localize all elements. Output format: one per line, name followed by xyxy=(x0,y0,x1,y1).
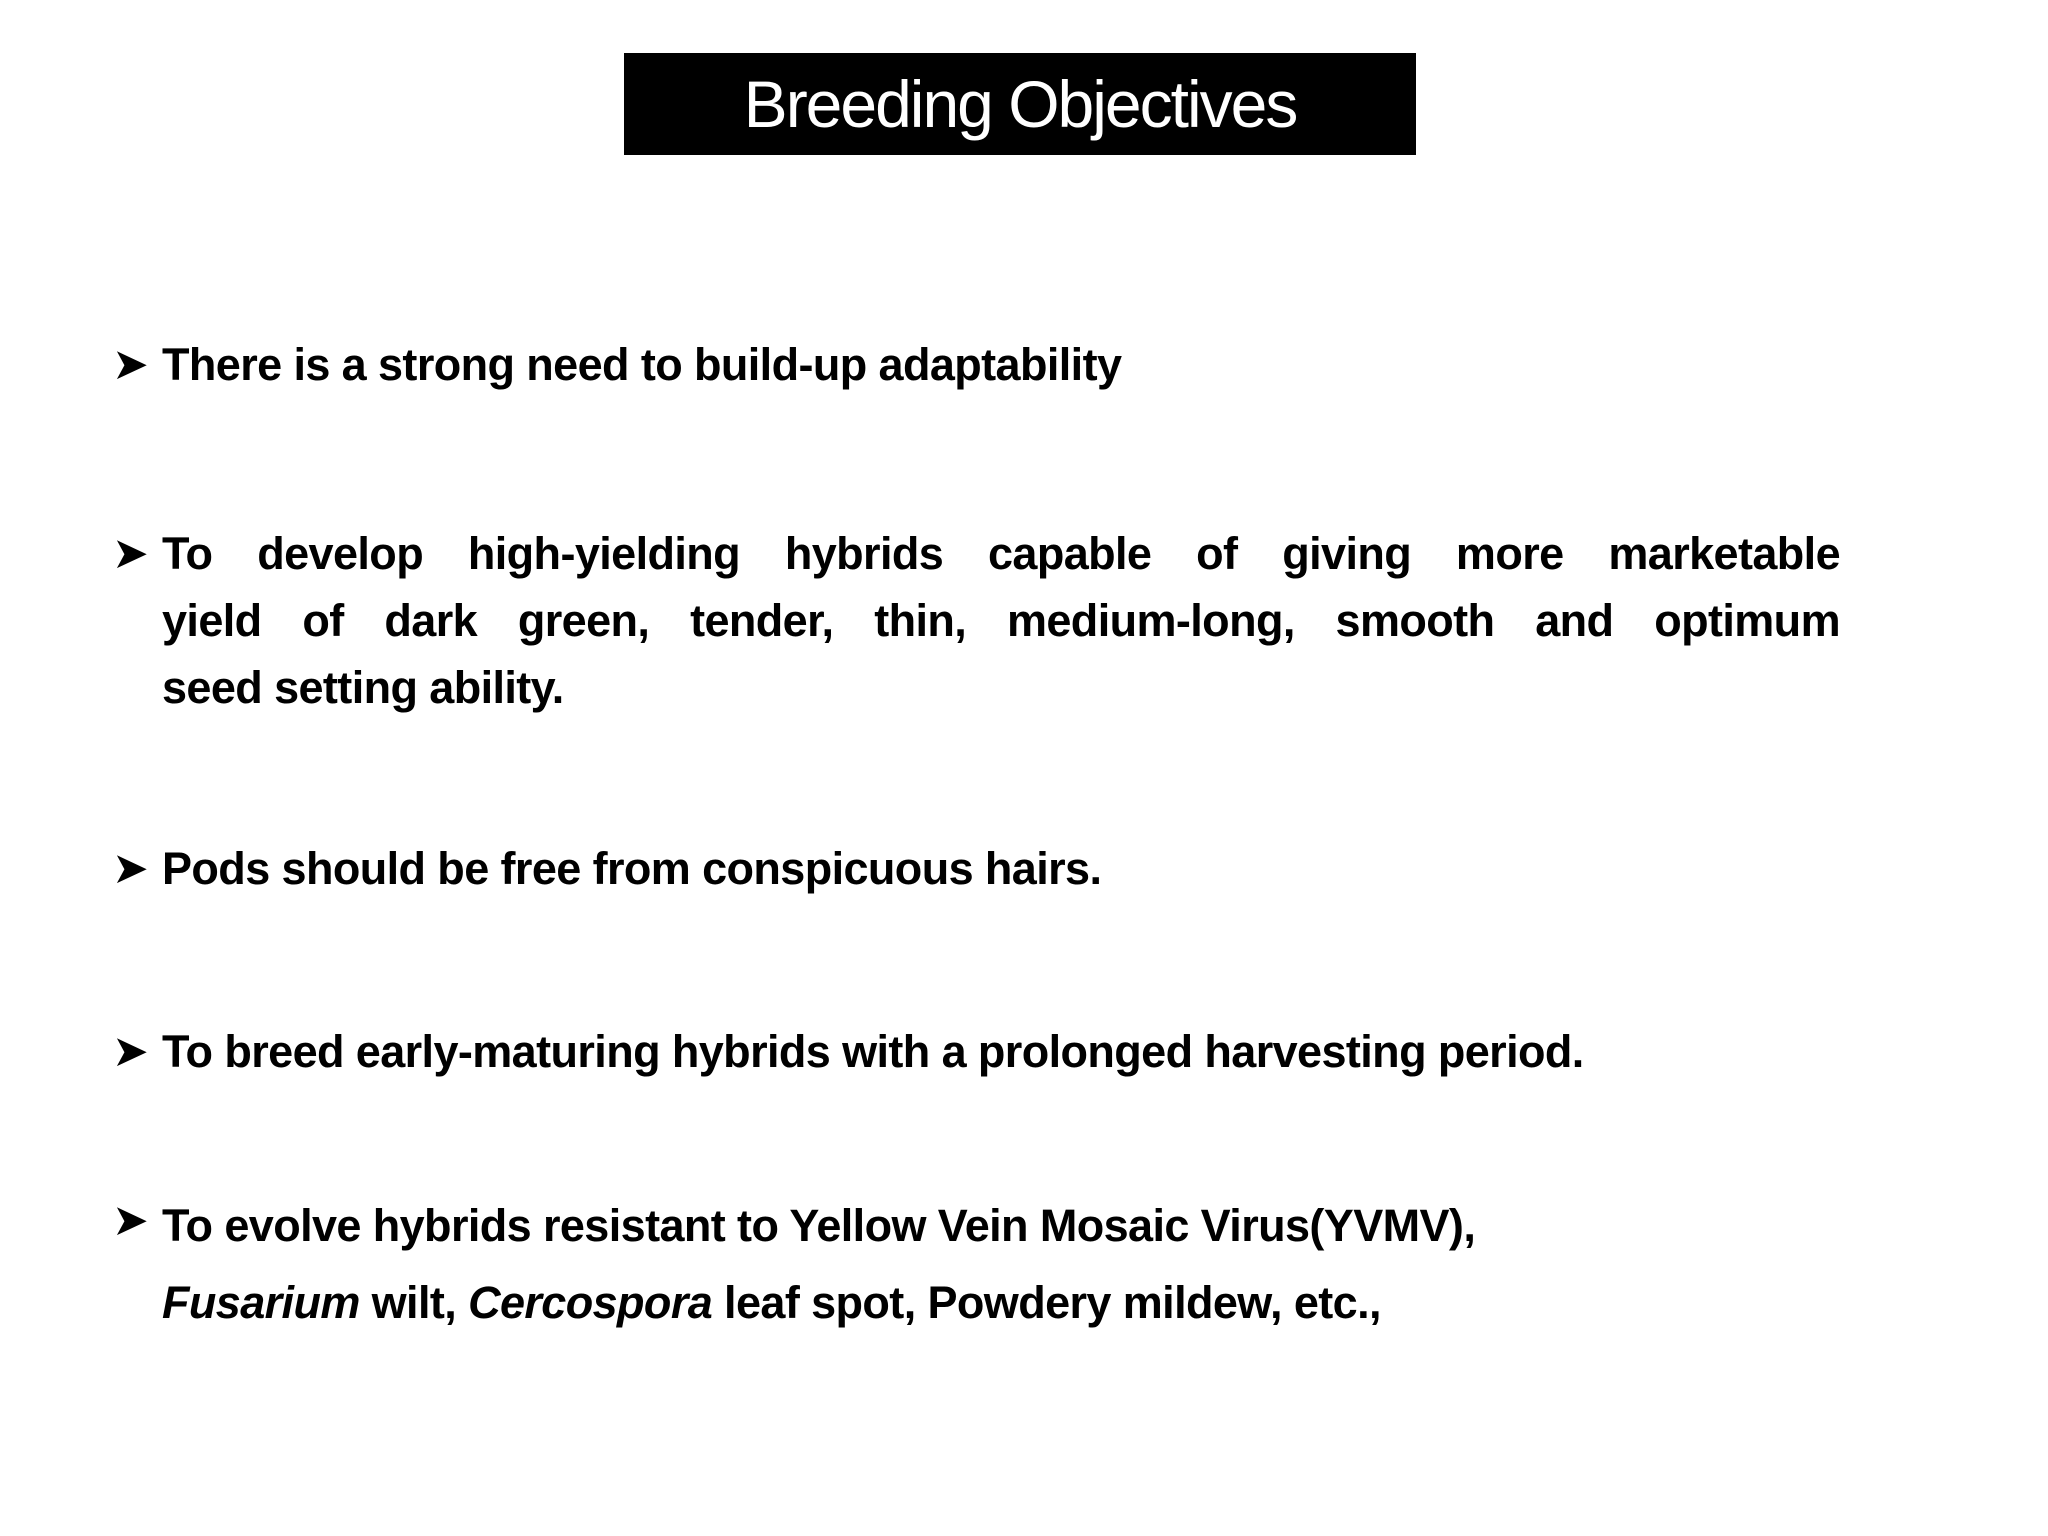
arrow-bullet-icon: ➤ xyxy=(112,528,149,579)
bullet-text xyxy=(162,520,1840,721)
bullet-text xyxy=(162,1018,1840,1085)
slide-title: Breeding Objectives xyxy=(743,67,1297,141)
bullet-item-high-yield xyxy=(112,520,1840,721)
italic-term: Fusarium xyxy=(162,1277,360,1328)
bullet-line: seed setting ability. xyxy=(162,662,564,713)
bullet-line: To breed early-maturing hybrids with a prolonged harvesting period. xyxy=(162,1026,1584,1077)
bullet-item-pods xyxy=(112,835,1840,902)
bullet-text xyxy=(162,331,1840,398)
bullet-item-adaptability xyxy=(112,331,1840,398)
arrow-bullet-icon: ➤ xyxy=(112,1195,149,1246)
bullet-text xyxy=(162,1187,1840,1341)
title-banner xyxy=(624,53,1416,155)
arrow-bullet-icon: ➤ xyxy=(112,1026,149,1077)
bullet-line: There is a strong need to build-up adaptability xyxy=(162,339,1122,390)
bullet-line xyxy=(162,1264,1840,1341)
bullet-line: To evolve hybrids resistant to Yellow Vein Mosaic Virus(YVMV), xyxy=(162,1200,1476,1251)
arrow-bullet-icon: ➤ xyxy=(112,843,149,894)
bullet-item-disease-resistance xyxy=(112,1187,1840,1341)
bullet-item-early-maturing xyxy=(112,1018,1840,1085)
arrow-bullet-icon: ➤ xyxy=(112,339,149,390)
bullet-line: Pods should be free from conspicuous hairs. xyxy=(162,843,1102,894)
plain-text: leaf spot, Powdery mildew, etc., xyxy=(712,1277,1381,1328)
italic-term: Cercospora xyxy=(468,1277,713,1328)
bullet-text xyxy=(162,835,1840,902)
bullet-line: yield of dark green, tender, thin, medium-long, smooth and optimum xyxy=(162,595,1840,646)
bullet-line: To develop high-yielding hybrids capable of giving more marketable xyxy=(162,528,1840,579)
plain-text: wilt, xyxy=(359,1277,469,1328)
